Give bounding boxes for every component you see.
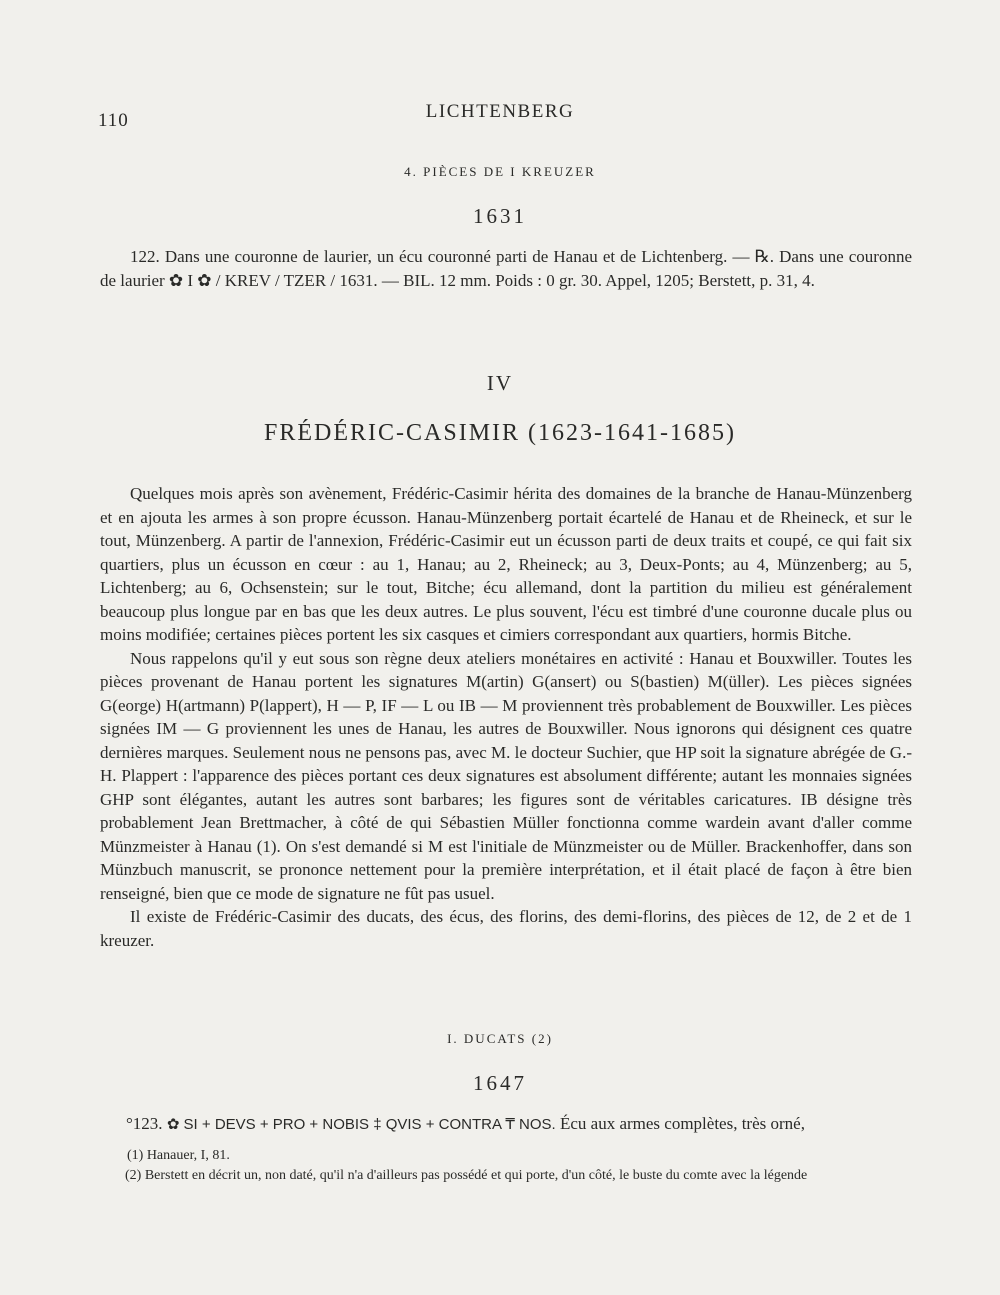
- chapter-title: FRÉDÉRIC-CASIMIR (1623-1641-1685): [264, 420, 736, 446]
- entry-123-text: Écu aux armes complètes, très orné,: [559, 1114, 805, 1133]
- footnote-1: (1) Hanauer, I, 81.: [127, 1148, 230, 1163]
- year-1631: 1631: [473, 204, 527, 228]
- entry-123: [100, 1112, 912, 1137]
- entry-123-number: °123.: [126, 1114, 163, 1133]
- body-text: [100, 482, 912, 952]
- paragraph-2: Nous rappelons qu'il y eut sous son règne deux ateliers monétaires en activité : Hanau et Bouxwiller. Toutes les pièces provenant de Hanau portent les signatures M(artin) G(ansert) ou S(bastien) M(üller). Les pièces signées G(eorge) H(artmann) P(lappert), H — P, IF — L ou IB — M proviennent très probablement de Bouxwiller. Les pièces signées IM — G proviennent les unes de Hanau, les autres de Bouxwiller. Nous ignorons qui désignent ces quatre dernières marques. Seulement nous ne pensons pas, avec M. le docteur Suchier, que HP soit la signature abrégée de G.-H. Plappert : l'apparence des pièces portant ces deux signatures est absolument différente; autant les monnaies signées GHP sont élégantes, autant les autres sont barbares; les figures sont de véritables caricatures. IB désigne très probablement Jean Brettmacher, à côté de qui Sébastien Müller fonctionna comme wardein avant d'aller comme Münzmeister à Hanau (1). On s'est demandé si M est l'initiale de Münzmeister ou de Müller. Brackenhoffer, dans son Münzbuch manuscrit, se prononce nettement pour la première interprétation, et il était placé de façon à être bien renseigné, bien que ce mode de signature ne fût pas usuel.: [100, 648, 912, 903]
- paragraph-1: Quelques mois après son avènement, Frédéric-Casimir hérita des domaines de la branche de Hanau-Münzenberg et en ajouta les armes à son propre écusson. Hanau-Münzenberg portait écartelé de Hanau et de Rheineck, et sur le tout, Münzenberg. A partir de l'annexion, Frédéric-Casimir eut un écusson parti de deux traits et coupé, ce qui fait six quartiers, plus un écusson en cœur : au 1, Hanau; au 2, Rheineck; au 3, Deux-Ponts; au 4, Münzenberg; au 5, Lichtenberg; au 6, Ochsenstein; sur le tout, Bitche; écu allemand, dont la partition du milieu est généralement beaucoup plus longue par en bas que les deux autres. Le plus souvent, l'écu est timbré d'une couronne ducale plus ou moins modifiée; certaines pièces portent les six casques et cimiers correspondant aux quartiers, hormis Bitche.: [100, 484, 912, 644]
- chapter-numeral: IV: [486, 371, 514, 395]
- entry-122-text: 122. Dans une couronne de laurier, un écu couronné parti de Hanau et de Lichtenberg. — ℞. Dans une couronne de laurier ✿ I ✿ / KREV / TZER / 1631. — BIL. 12 mm. Poids : 0 gr. 30. Appel, 1205; Berstett, p. 31, 4.: [100, 247, 912, 290]
- entry-123-legend: ✿ SI + DEVS + PRO + NOBIS ‡ QVIS + CONTRA ₸ NOS.: [166, 1116, 556, 1133]
- year-1647: 1647: [473, 1071, 527, 1095]
- running-title: LICHTENBERG: [425, 101, 575, 122]
- footnotes: [127, 1146, 912, 1186]
- paragraph-3: Il existe de Frédéric-Casimir des ducats, des écus, des florins, des demi-florins, des pièces de 12, de 2 et de 1 kreuzer.: [100, 907, 912, 950]
- section-heading-kreuzer: 4. PIÈCES DE I KREUZER: [404, 164, 596, 179]
- footnote-2: (2) Berstett en décrit un, non daté, qu'il n'a d'ailleurs pas possédé et qui porte, d'un côté, le buste du comte avec la légende: [125, 1168, 808, 1183]
- page-number: 110: [98, 110, 129, 131]
- entry-122: [100, 245, 912, 292]
- section-heading-ducats: I. DUCATS (2): [447, 1031, 553, 1046]
